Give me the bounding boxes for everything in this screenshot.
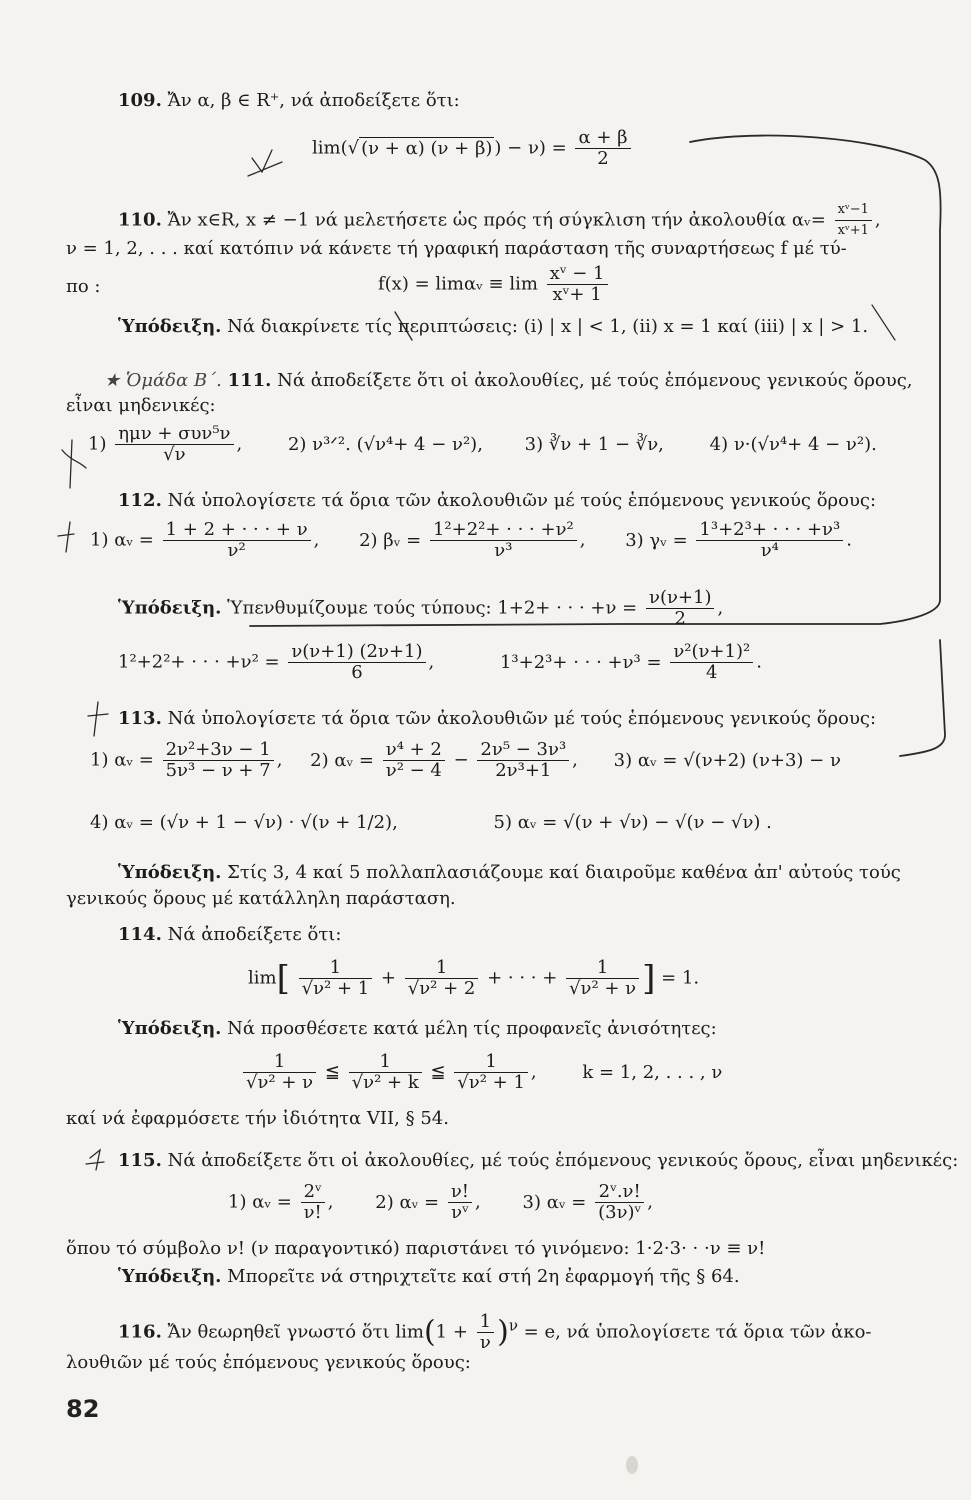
hint-112-formulas: 1²+2²+ · · · +ν² = $\frac{\nu(\nu+1) (2\nu+1)}{6}$ , 1³+2³+ · · · +ν³ = $\frac{\text{ν²(ν+1)²}}{4}$ . <box>118 641 762 683</box>
formula-110 <box>378 264 611 305</box>
exercise-115 <box>118 1150 958 1172</box>
numerator: 1 <box>273 1051 286 1072</box>
numerator: 1 <box>479 1311 492 1332</box>
formula-109: lim(√ (ν + α) (ν + β) ) − ν) = $\frac{\alpha + \beta}{2}$ <box>312 128 634 169</box>
hint-label: Ὑπόδειξη. <box>118 316 222 337</box>
numerator: 1 <box>435 957 448 978</box>
formula-3-left: 1³+2³+ · · · +ν³ = <box>499 651 662 673</box>
check-mark-109 <box>248 150 282 176</box>
denominator: 6 <box>288 662 425 683</box>
group-label: ★ Ὁμάδα Β΄. <box>104 370 222 391</box>
item-3: 3) ∛ν + 1 − ∛ν, <box>524 433 664 455</box>
numerator: 2ᵛ.ν! <box>598 1181 641 1202</box>
hint-110 <box>118 316 868 338</box>
exercise-110-line3: πο : <box>66 276 101 297</box>
item-2: 2) ν³ᐟ². (√ν⁴+ 4 − ν²), <box>287 433 483 455</box>
item-2-fraction-a <box>383 740 445 781</box>
exercise-number: 111. <box>227 370 272 391</box>
numerator: 1²+2²+ · · · +ν² <box>432 519 574 540</box>
formula-3-fraction <box>670 642 753 683</box>
formula-114: lim[ $\frac{1}{\text{√ν² + 1}}$ + $\frac{1}{\text{√ν² + 2}}$ + · · · + $\frac{1}{\text{√ν² + ν}}$ ] = 1. <box>248 957 700 999</box>
mark-115 <box>86 1150 104 1170</box>
page-number: 82 <box>66 1395 100 1423</box>
exercise-110: 110. Ἄν x∈R, x ≠ −1 νά μελετήσετε ὡς πρός τή σύγκλιση τήν ἀκολουθία αᵥ= $\frac{\text{xᵛ−1}}{\text{xᵛ+1}}$ , <box>118 200 881 241</box>
hint-text: Μπορεῖτε νά στηριχτεῖτε καί στή 2η ἐφαρμογή τῆς § 64. <box>221 1266 740 1287</box>
item-1-fraction <box>163 740 274 781</box>
apply-114: καί νά ἐφαρμόσετε τήν ἰδιότητα VII, § 54. <box>66 1108 449 1129</box>
item-1-fraction <box>115 424 233 465</box>
dots: + · · · + <box>487 967 558 989</box>
item-1-fraction <box>163 520 311 561</box>
inner: 1 + <box>435 1321 468 1343</box>
exercise-text-2: = e, νά ὑπολογίσετε τά ὅρια τῶν ἀκο- <box>517 1321 872 1343</box>
numerator: 2ν⁵ − 3ν³ <box>480 739 567 760</box>
denominator: 4 <box>670 662 753 683</box>
numerator: xᵛ−1 <box>837 202 869 217</box>
exercise-number: 114. <box>118 924 162 945</box>
exercise-number: 115. <box>118 1150 162 1171</box>
item-5: 5) αᵥ = √(ν + √ν) − √(ν − √ν) . <box>493 812 772 833</box>
numerator: ν⁴ + 2 <box>385 739 442 760</box>
denominator: √ν² + ν <box>243 1072 316 1093</box>
item-3-fraction <box>595 1182 644 1223</box>
denominator: xᵛ+ 1 <box>547 284 608 305</box>
lim-text: lim( <box>312 137 348 159</box>
denominator: √ν² + 1 <box>454 1072 528 1093</box>
hint-114 <box>118 1018 717 1040</box>
exponent: ν <box>508 1316 518 1335</box>
exercise-112-items: 1) αᵥ = $\frac{1 + 2 + \cdot \cdot \cdot + \nu}{\text{ν²}}$ , 2) βᵥ = $\frac{\text{1²+2²+ · · · +ν²}}{\text{ν³}}$ , 3) γᵥ = $\frac{\text{1³+2³+ · · · +ν³}}{\text{ν⁴}}$ . <box>90 519 852 561</box>
mark-112 <box>58 522 74 552</box>
exercise-109 <box>118 90 460 112</box>
inner-fraction <box>477 1312 494 1353</box>
item-4: 4) ν·(√ν⁴+ 4 − ν²). <box>709 433 877 455</box>
denominator: xᵛ+1 <box>835 220 872 241</box>
exercise-text: Ἄν α, β ∈ R⁺, νά ἀποδείξετε ὅτι: <box>161 90 460 111</box>
item-3-fraction <box>696 520 843 561</box>
numerator: 1 <box>329 957 342 978</box>
exercise-number: 116. <box>118 1321 162 1343</box>
margin-curve-113 <box>900 640 945 756</box>
denominator: ν² <box>163 540 311 561</box>
hint-label: Ὑπόδειξη. <box>118 1266 222 1287</box>
exercise-number: 112. <box>118 490 162 511</box>
hint-text: Νά διακρίνετε τίς περιπτώσεις: (i) | x | < 1, (ii) x = 1 καί (iii) | x | > 1. <box>221 316 869 337</box>
denominator: √ν² + 2 <box>405 978 479 999</box>
item-2-label: 2) αᵥ = <box>310 749 375 771</box>
exercise-text: Νά ὑπολογίσετε τά ὅρια τῶν ἀκολουθιῶν μέ τούς ἑπόμενους γενικούς ὅρους: <box>161 490 877 511</box>
exercise-111-line2: εἶναι μηδενικές: <box>66 395 216 416</box>
arrow-110 <box>872 305 895 340</box>
numerator: 1 <box>379 1051 391 1072</box>
relation: ≦ <box>430 1061 446 1083</box>
numerator: ν²(ν+1)² <box>673 641 751 662</box>
exercise-113-items-b <box>90 812 772 834</box>
numerator: 1 <box>485 1051 497 1072</box>
denominator: √ν² + ν <box>566 978 639 999</box>
exercise-text: Νά ἀποδείξετε ὅτι οἱ ἀκολουθίες, μέ τούς ἑπόμενους γενικούς ὅρους, εἶναι μηδενικές: <box>161 1150 959 1171</box>
hint-fraction-1 <box>646 588 714 629</box>
ineq-b <box>349 1052 422 1093</box>
denominator: ν! <box>301 1202 325 1223</box>
denominator: ν⁴ <box>696 540 843 561</box>
term-1 <box>299 958 373 999</box>
hint-115 <box>118 1266 740 1288</box>
denominator: ν³ <box>430 540 577 561</box>
exercise-113 <box>118 708 876 730</box>
exercise-text: Νά ἀποδείξετε ὅτι οἱ ἀκολουθίες, μέ τούς ἑπόμενους γενικούς ὅρους, <box>271 370 913 391</box>
relation: ≦ <box>324 1061 340 1083</box>
ink-spot <box>626 1456 638 1474</box>
numerator: xᵛ − 1 <box>549 263 605 284</box>
denominator: 2 <box>575 148 630 169</box>
fraction <box>575 128 630 169</box>
exercise-116: 116. Ἄν θεωρηθεῖ γνωστό ὅτι lim(1 + $\frac{1}{\nu}$ )$^\nu$ = e, νά ὑπολογίσετε τά ὅρια τῶν ἀκο- <box>118 1311 872 1353</box>
result: = 1. <box>661 967 700 989</box>
numerator: 1 + 2 + · · · + ν <box>165 519 308 540</box>
term-2 <box>405 958 479 999</box>
func-text: f(x) = limαᵥ ≡ lim <box>378 273 538 295</box>
exercise-111-items: 1) $\frac{\text{ημν + συν⁵ν}}{√\nu}$ , 2) ν³ᐟ². (√ν⁴+ 4 − ν²), 3) ∛ν + 1 − ∛ν, 4) ν·(√ν⁴+ 4 − ν²). <box>88 423 877 465</box>
term-3 <box>566 958 639 999</box>
func-fraction <box>547 264 608 305</box>
root-body: (ν + α) (ν + β) <box>361 137 493 159</box>
exercise-110-line2: ν = 1, 2, . . . καί κατόπιν νά κάνετε τή γραφική παράσταση τῆς συναρτήσεως f μέ τύ- <box>66 238 847 259</box>
item-2-label: 2) αᵥ = <box>375 1191 440 1213</box>
hint-113-line2: γενικούς ὅρους μέ κατάλληλη παράσταση. <box>66 888 456 909</box>
denominator: (3ν)ᵛ <box>595 1202 644 1223</box>
item-3-label: 3) αᵥ = <box>522 1191 587 1213</box>
after-root: ) − ν) = <box>494 137 567 159</box>
exercise-112 <box>118 490 876 512</box>
denominator: ν² − 4 <box>383 760 445 781</box>
exercise-text: Ἄν θεωρηθεῖ γνωστό ὅτι lim <box>161 1321 424 1343</box>
exercise-number: 110. <box>118 209 162 231</box>
numerator: 2ᵛ <box>303 1181 322 1202</box>
mark-111 <box>62 440 86 488</box>
denominator: √ν <box>115 444 233 465</box>
numerator: α + β <box>578 127 628 148</box>
k-range: k = 1, 2, . . . , ν <box>582 1061 723 1083</box>
hint-label: Ὑπόδειξη. <box>118 1018 222 1039</box>
item-label: 1) <box>88 433 107 455</box>
hint-text: Ὑπενθυμίζουμε τούς τύπους: 1+2+ · · · +ν = <box>221 597 638 619</box>
denominator: ν <box>477 1332 494 1353</box>
hint-text: Στίς 3, 4 καί 5 πολλαπλασιάζουμε καί διαιροῦμε καθένα ἀπ' αὐτούς τούς <box>221 862 901 883</box>
exercise-113-items-a: 1) αᵥ = $\frac{\text{2ν²+3ν − 1}}{\text{5ν³ − ν + 7}}$ , 2) αᵥ = $\frac{\text{ν⁴ + 2}}{\text{ν² − 4}}$ − $\frac{\text{2ν⁵ − 3ν³}}{\text{2ν³+1}}$ , 3) αᵥ = √(ν+2) (ν+3) − ν <box>90 739 841 781</box>
exercise-111 <box>104 370 913 392</box>
seq-fraction <box>835 200 872 241</box>
hint-label: Ὑπόδειξη. <box>118 862 222 883</box>
ineq-a <box>243 1052 316 1093</box>
exercise-number: 109. <box>118 90 162 111</box>
item-2-fraction-b <box>477 740 569 781</box>
hint-112: Ὑπόδειξη. Ὑπενθυμίζουμε τούς τύπους: 1+2+ · · · +ν = $\frac{\nu(\nu+1)}{2}$ , <box>118 587 724 629</box>
item-1-label: 1) αᵥ = <box>228 1191 292 1213</box>
lim-text: lim <box>248 967 277 989</box>
numerator: ν(ν+1) <box>649 587 712 608</box>
item-3-label: 3) γᵥ = <box>625 529 688 551</box>
numerator: 1 <box>596 957 609 978</box>
item-1-fraction <box>301 1182 325 1223</box>
item-2-fraction <box>430 520 577 561</box>
exercise-number: 113. <box>118 708 162 729</box>
numerator: ημν + συν⁵ν <box>118 423 231 444</box>
exercise-text: Νά ὑπολογίσετε τά ὅρια τῶν ἀκολουθιῶν μέ τούς ἑπόμενους γενικούς ὅρους: <box>161 708 877 729</box>
hint-113 <box>118 862 901 884</box>
denominator: 5ν³ − ν + 7 <box>163 760 274 781</box>
formula-2-fraction <box>288 642 425 683</box>
mark-113 <box>88 702 108 736</box>
note-115: ὅπου τό σύμβολο ν! (ν παραγοντικό) παριστάνει τό γινόμενο: 1·2·3· · ·ν ≡ ν! <box>66 1238 766 1259</box>
item-1-label: 1) αᵥ = <box>90 749 154 771</box>
numerator: ν! <box>450 1181 470 1202</box>
hint-label: Ὑπόδειξη. <box>118 597 222 619</box>
item-4: 4) αᵥ = (√ν + 1 − √ν) · √(ν + 1/2), <box>90 812 398 833</box>
ineq-c <box>454 1052 528 1093</box>
exercise-114 <box>118 924 341 946</box>
numerator: ν(ν+1) (2ν+1) <box>291 641 423 662</box>
denominator: √ν² + k <box>349 1072 422 1093</box>
exercise-text: Ἄν x∈R, x ≠ −1 νά μελετήσετε ὡς πρός τή σύγκλιση τήν ἀκολουθία αᵥ= <box>161 209 826 231</box>
denominator: √ν² + 1 <box>299 978 373 999</box>
denominator: 2 <box>646 608 714 629</box>
item-1-label: 1) αᵥ = <box>90 529 154 551</box>
numerator: 1³+2³+ · · · +ν³ <box>699 519 841 540</box>
exercise-116-line2: λουθιῶν μέ τούς ἑπόμενους γενικούς ὅρους: <box>66 1352 471 1373</box>
numerator: 2ν²+3ν − 1 <box>165 739 271 760</box>
denominator: νᵛ <box>448 1202 472 1223</box>
exercise-115-items: 1) αᵥ = $\frac{\text{2ᵛ}}{\nu!}$ , 2) αᵥ = $\frac{\nu!}{\text{νᵛ}}$ , 3) αᵥ = $\frac{\text{2ᵛ.ν!}}{\text{(3ν)ᵛ}}$ , <box>228 1181 653 1223</box>
item-2-label: 2) βᵥ = <box>359 529 422 551</box>
exercise-text: Νά ἀποδείξετε ὅτι: <box>161 924 342 945</box>
denominator: 2ν³+1 <box>477 760 569 781</box>
item-2-fraction <box>448 1182 472 1223</box>
item-3: 3) αᵥ = √(ν+2) (ν+3) − ν <box>613 749 841 771</box>
formula-2-left: 1²+2²+ · · · +ν² = <box>118 651 280 673</box>
inequalities-114: $\frac{1}{\text{√ν² + ν}}$ ≦ $\frac{1}{\text{√ν² + k}}$ ≦ $\frac{1}{\text{√ν² + 1}}$ , k = 1, 2, . . . , ν <box>240 1052 722 1093</box>
hint-text: Νά προσθέσετε κατά μέλη τίς προφανεῖς ἀνισότητες: <box>221 1018 717 1039</box>
